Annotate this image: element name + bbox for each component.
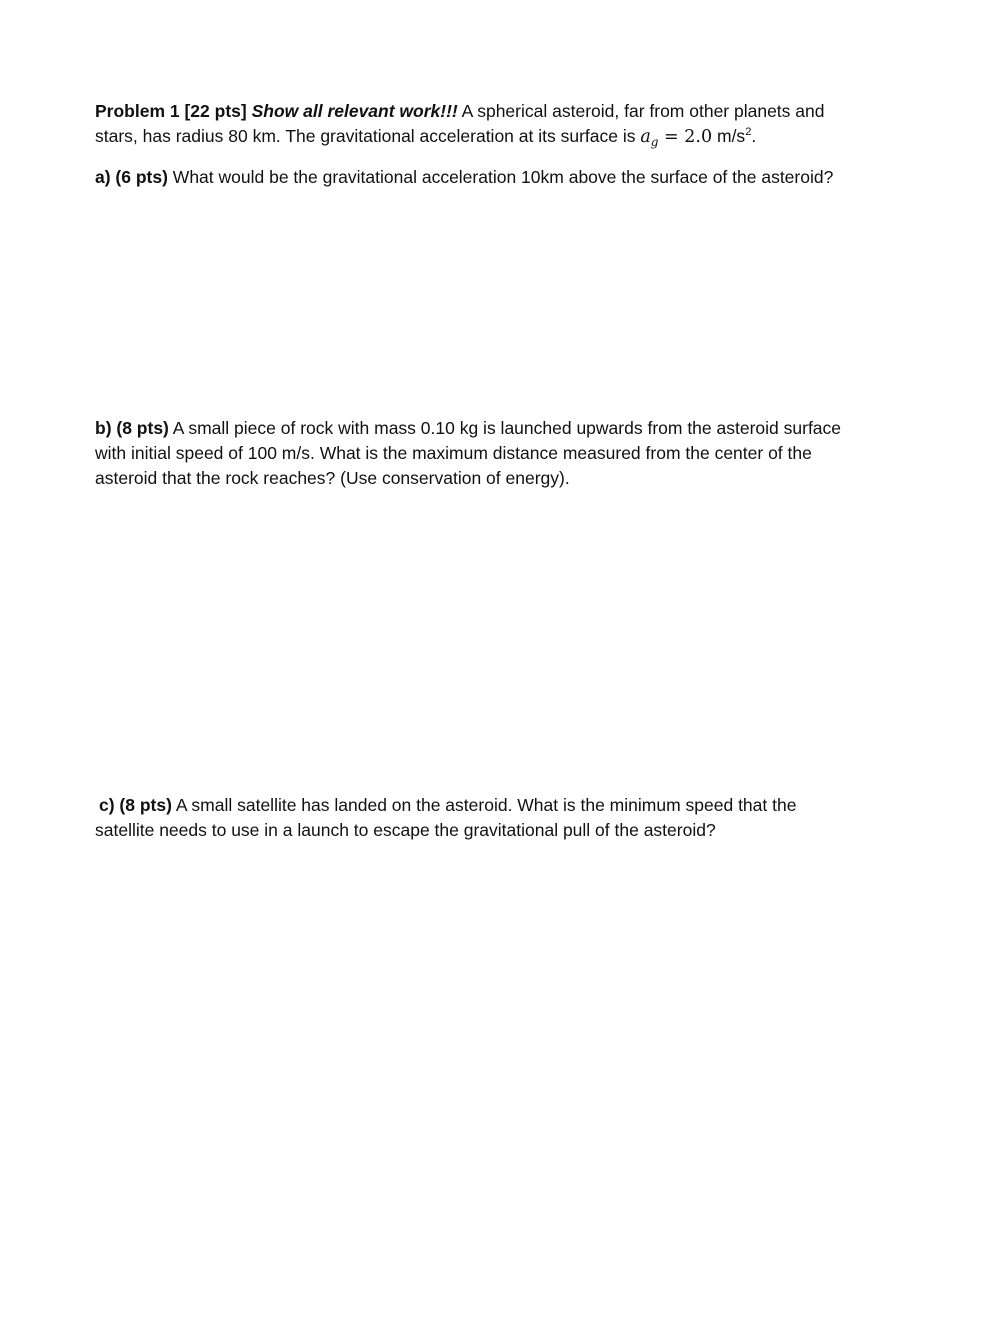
part-b-line-3: asteroid that the rock reaches? (Use conservation of energy). (95, 468, 570, 488)
problem-line-1 (95, 99, 910, 124)
part-b-question (95, 416, 910, 491)
part-b-label: b) (8 pts) (95, 418, 169, 438)
problem-heading: Problem 1 [22 pts] (95, 101, 247, 121)
unit-exponent: 2 (745, 126, 752, 138)
problem-line-2-text: stars, has radius 80 km. The gravitational acceleration at its surface is (95, 126, 641, 146)
part-a-question (95, 165, 910, 190)
part-b-line-2: with initial speed of 100 m/s. What is the maximum distance measured from the center of the (95, 443, 812, 463)
acceleration-symbol: $a_g$ (640, 127, 659, 149)
part-a-text: What would be the gravitational acceleration 10km above the surface of the asteroid? (167, 167, 834, 187)
show-work-emphasis: Show all relevant work!!! (251, 101, 458, 121)
equals-sign: = (658, 127, 685, 147)
period: . (751, 126, 757, 146)
part-a-label: a) (6 pts) (95, 167, 168, 187)
problem-statement (95, 99, 910, 150)
part-c-question (95, 793, 899, 843)
acceleration-value: 2.0 (684, 127, 713, 147)
part-c-line-2: satellite needs to use in a launch to escape the gravitational pull of the asteroid? (95, 820, 716, 840)
acceleration-unit: m/s (712, 126, 746, 146)
problem-line-2 (95, 124, 910, 150)
part-c-label: c) (8 pts) (99, 795, 172, 815)
problem-line-1-text: A spherical asteroid, far from other planets and (457, 101, 825, 121)
part-c-line-1: A small satellite has landed on the asteroid. What is the minimum speed that the (171, 795, 797, 815)
part-b-line-1: A small piece of rock with mass 0.10 kg is launched upwards from the asteroid surface (168, 418, 842, 438)
